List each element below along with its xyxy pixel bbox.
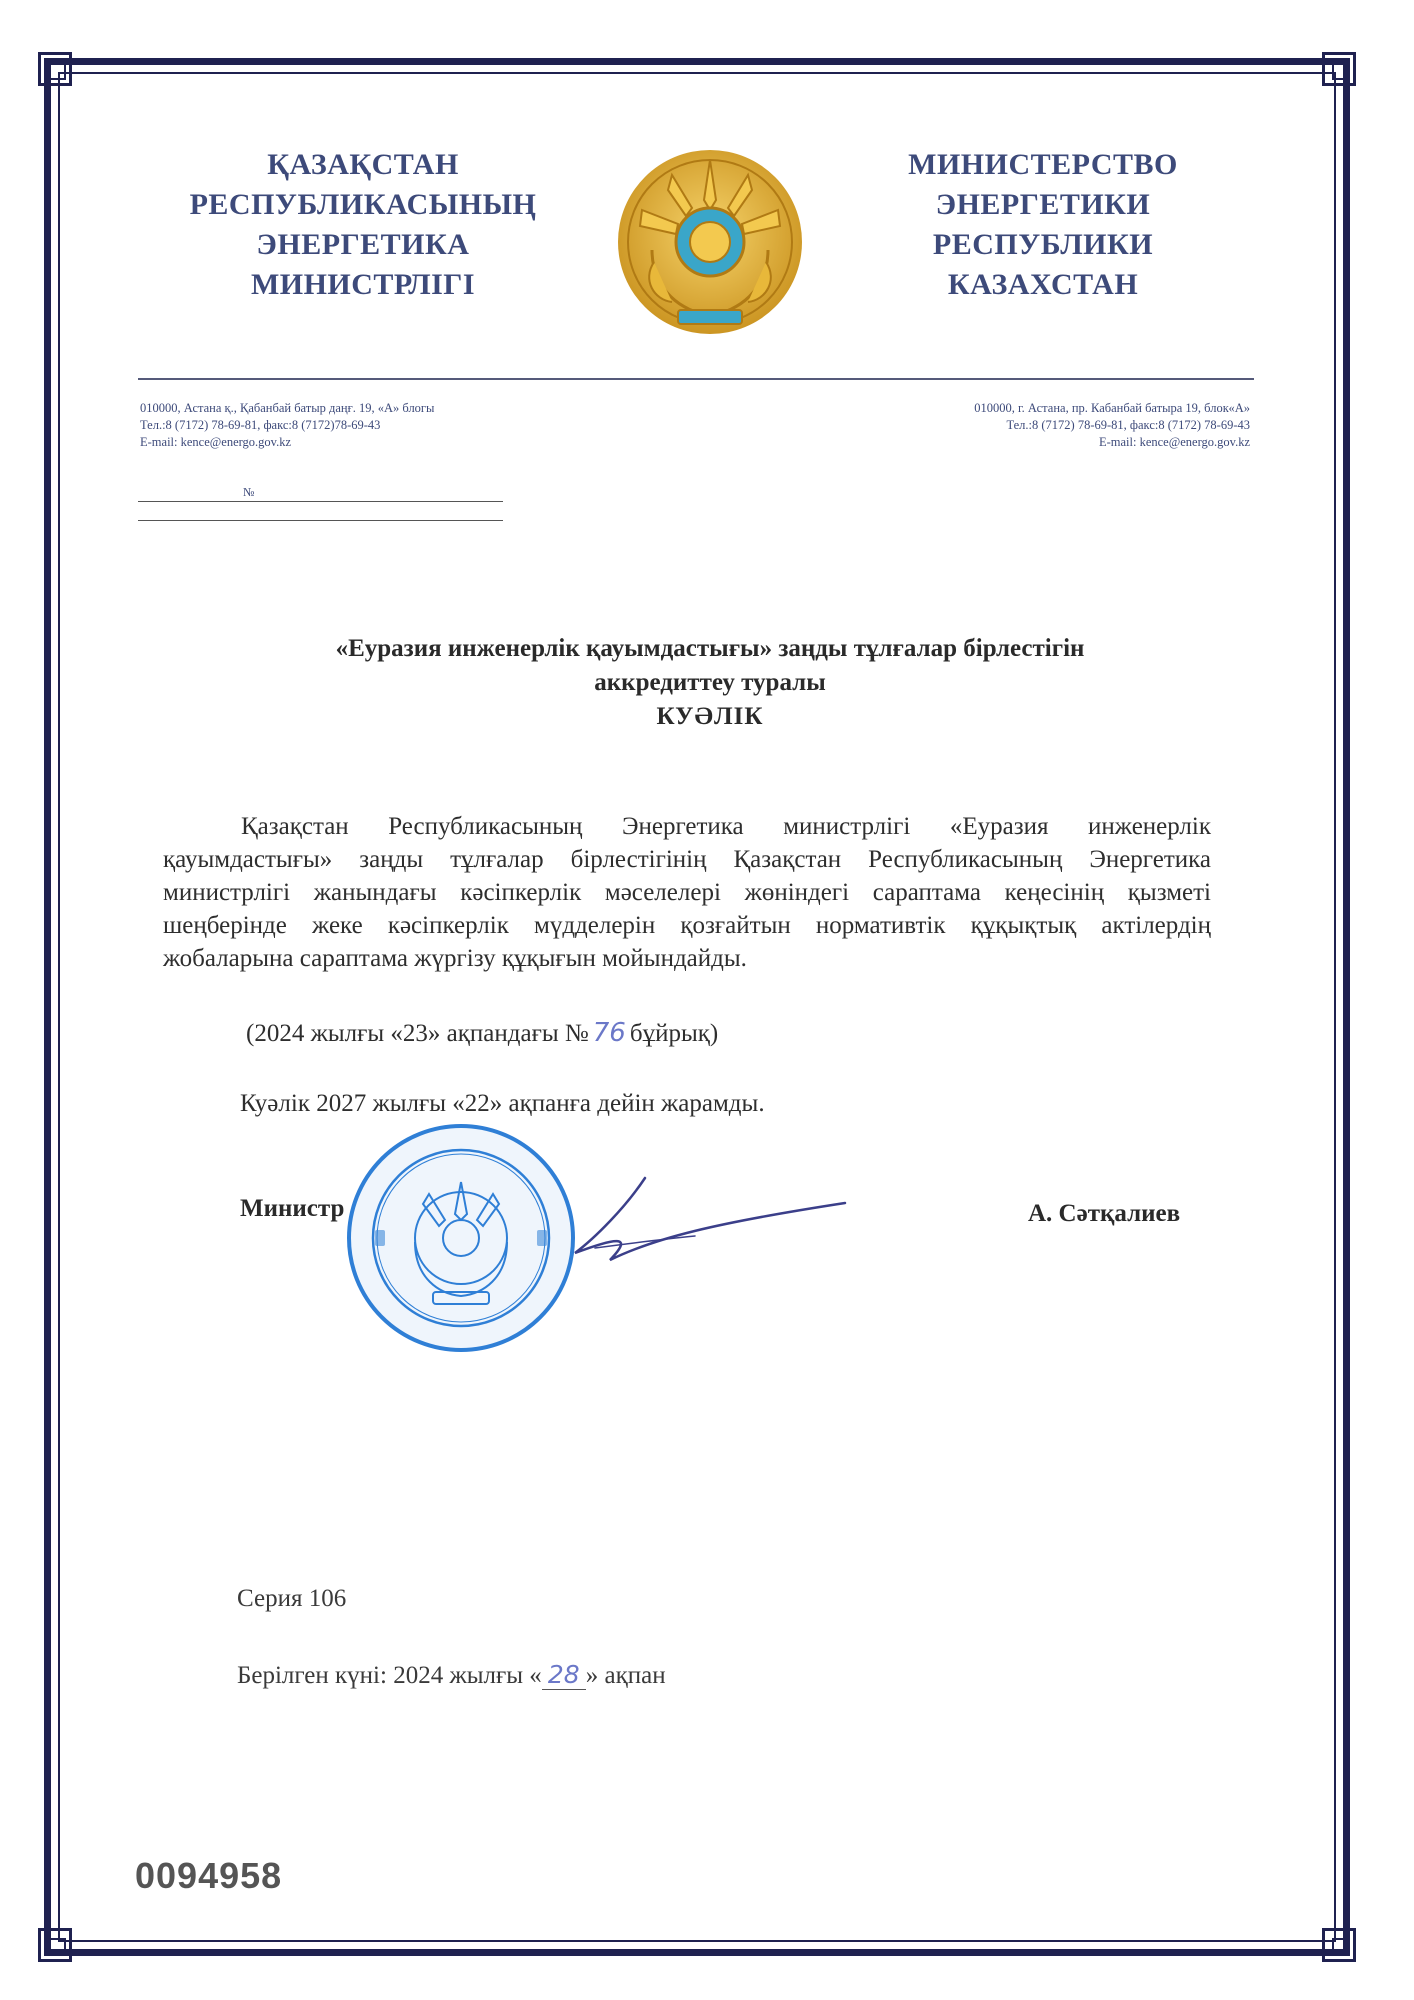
header-ru-line: МИНИСТЕРСТВО xyxy=(908,148,1178,181)
address-line: Тел.:8 (7172) 78-69-81, факс:8 (7172)78-69-43 xyxy=(140,418,381,432)
title-main: КУӘЛІК xyxy=(656,703,764,730)
address-line: E-mail: kence@energo.gov.kz xyxy=(1098,435,1250,449)
address-kazakh xyxy=(140,400,600,451)
series-label: Серия 106 xyxy=(237,1585,347,1612)
order-number-handwritten: 76 xyxy=(592,1018,626,1048)
document-title xyxy=(170,632,1250,734)
issue-date-prefix: Берілген күні: 2024 жылғы « xyxy=(237,1662,542,1689)
title-line-1: «Еуразия инженерлік қауымдастығы» заңды тұлғалар бірлестігін xyxy=(335,635,1085,662)
order-reference xyxy=(246,1018,718,1048)
header-kazakh xyxy=(183,145,543,305)
header-ru-line: РЕСПУБЛИКИ xyxy=(932,228,1154,261)
address-line: 010000, г. Астана, пр. Кабанбай батыра 19, блок«А» xyxy=(974,401,1250,415)
signatory-name: А. Сәтқалиев xyxy=(1028,1200,1181,1227)
order-prefix: (2024 жылғы «23» ақпандағы № xyxy=(246,1020,589,1047)
title-line-2: аккредиттеу туралы xyxy=(594,669,826,696)
serial-number: 0094958 xyxy=(135,1855,283,1896)
frame-corner-ornament xyxy=(38,1928,72,1962)
frame-corner-ornament xyxy=(38,52,72,86)
official-seal-icon xyxy=(345,1122,577,1354)
address-line: Тел.:8 (7172) 78-69-81, факс:8 (7172) 78-69-43 xyxy=(1006,418,1250,432)
order-suffix: бұйрық) xyxy=(629,1020,719,1047)
header-kz-line: РЕСПУБЛИКАСЫНЫҢ xyxy=(189,188,537,221)
frame-corner-ornament xyxy=(1322,52,1356,86)
reference-number-sign: № xyxy=(243,485,255,499)
address-line: 010000, Астана қ., Қабанбай батыр даңғ. 19, «А» блогы xyxy=(140,401,435,415)
address-line: E-mail: kence@energo.gov.kz xyxy=(140,435,292,449)
issue-date-suffix: » ақпан xyxy=(585,1662,666,1689)
reference-line-blank xyxy=(138,520,503,521)
signatory-position: Министр xyxy=(240,1195,345,1222)
issue-day-handwritten: 28 xyxy=(542,1660,586,1690)
address-russian xyxy=(790,400,1250,451)
handwritten-signature-icon xyxy=(555,1168,855,1278)
reference-number-line xyxy=(138,483,503,502)
state-emblem-icon xyxy=(612,140,808,345)
header-kz-line: ЭНЕРГЕТИКА xyxy=(256,228,470,261)
header-kz-line: МИНИСТРЛІГІ xyxy=(250,268,476,301)
header-ru-line: ЭНЕРГЕТИКИ xyxy=(935,188,1151,221)
header-divider xyxy=(138,378,1254,380)
frame-corner-ornament xyxy=(1322,1928,1356,1962)
certificate-body xyxy=(163,810,1211,975)
header-kz-line: ҚАЗАҚСТАН xyxy=(267,148,459,181)
header-russian xyxy=(863,145,1223,305)
header-ru-line: КАЗАХСТАН xyxy=(947,268,1139,301)
validity-statement: Куәлік 2027 жылғы «22» ақпанға дейін жарамды. xyxy=(240,1090,765,1117)
body-paragraph: Қазақстан Республикасының Энергетика министрлігі «Еуразия инженерлік қауымдастығы» заңды тұлғалар бірлестігінің Қазақстан Республикасының Энергетика министрлігі жанындағы кәсіпкерлік мәселелері жөніндегі сараптама кеңесінің қызметі шеңберінде жеке кәсіпкерлік мүдделерін қозғайтын нормативтік құқықтық актілердің жобаларына сараптама жүргізу құқығын мойындайды. xyxy=(163,813,1211,972)
issue-date xyxy=(237,1660,666,1690)
